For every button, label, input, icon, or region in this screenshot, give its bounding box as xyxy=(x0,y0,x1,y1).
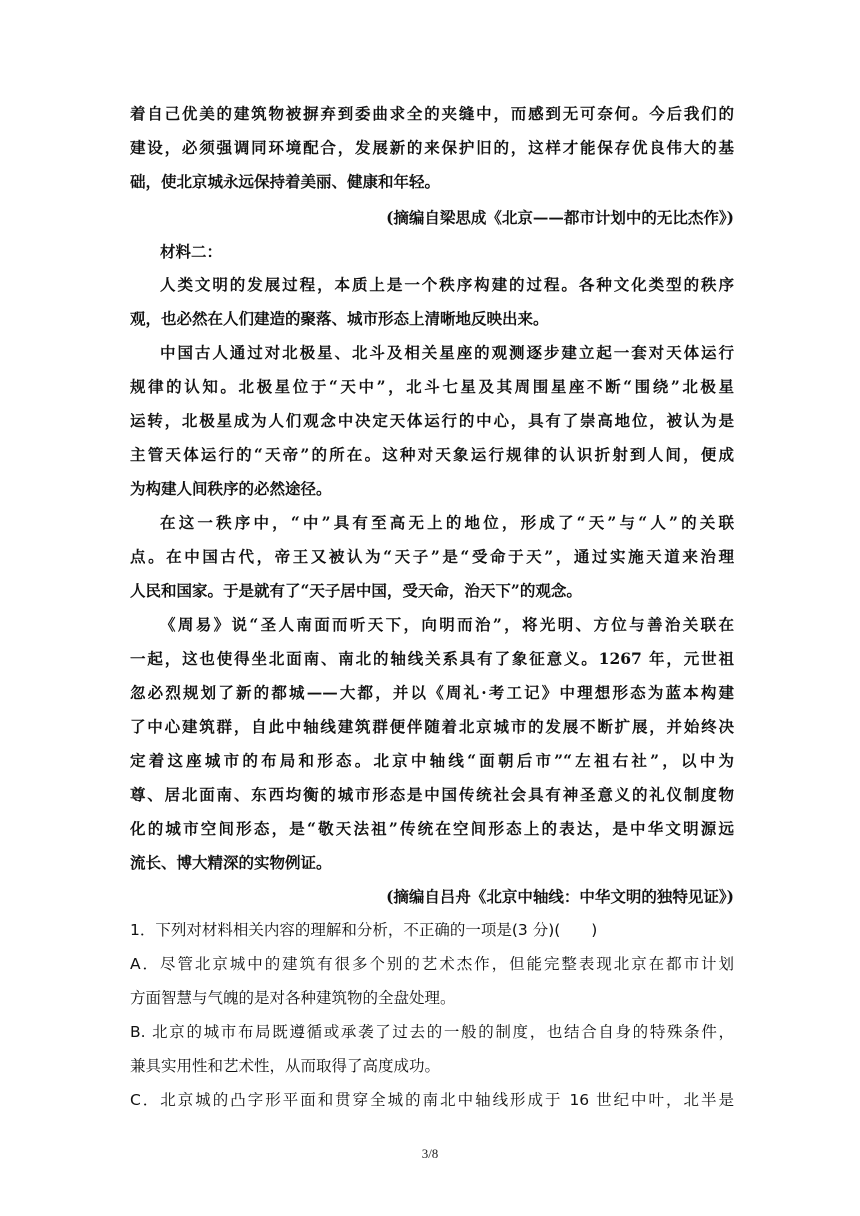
paragraph-line: 化的城市空间形态，是“敬天法祖”传统在空间形态上的表达，是中华文明源远 xyxy=(130,819,734,838)
paragraph-line: 尊、居北面南、东西均衡的城市形态是中国传统社会具有神圣意义的礼仪制度物 xyxy=(130,785,734,804)
option-a: A．尽管北京城中的建筑有很多个别的艺术杰作，但能完整表现北京在都市计划 xyxy=(130,955,734,973)
paragraph-line: 着自己优美的建筑物被摒弃到委曲求全的夹缝中，而感到无可奈何。今后我们的 xyxy=(130,104,734,123)
paragraph-line: 建设，必须强调同环境配合，发展新的来保护旧的，这样才能保存优良伟大的基 xyxy=(130,138,734,157)
paragraph-line: 观，也必然在人们建造的聚落、城市形态上清晰地反映出来。 xyxy=(130,309,549,328)
paragraph-line: 础，使北京城永远保持着美丽、健康和年轻。 xyxy=(130,172,441,191)
source-citation: (摘编自梁思成《北京——都市计划中的无比杰作》) xyxy=(386,208,734,227)
paragraph-line: 中国古人通过对北极星、北斗及相关星座的观测逐步建立起一套对天体运行 xyxy=(160,343,734,362)
paragraph-line: 规律的认知。北极星位于“天中”，北斗七星及其周围星座不断“围绕”北极星 xyxy=(130,377,734,396)
option-a-continued: 方面智慧与气魄的是对各种建筑物的全盘处理。 xyxy=(130,989,456,1007)
question-stem: 1．下列对材料相关内容的理解和分析，不正确的一项是(3 分)( ) xyxy=(130,921,598,939)
option-b: B. 北京的城市布局既遵循或承袭了过去的一般的制度，也结合自身的特殊条件， xyxy=(130,1023,734,1041)
paragraph-line: 主管天体运行的“天帝”的所在。这种对天象运行规律的认识折射到人间，便成 xyxy=(130,445,734,464)
paragraph-line: 运转，北极星成为人们观念中决定天体运行的中心，具有了崇高地位，被认为是 xyxy=(130,411,734,430)
paragraph-line: 定着这座城市的布局和形态。北京中轴线“面朝后市”“左祖右社”，以中为 xyxy=(130,751,734,770)
paragraph-line: 在这一秩序中，“中”具有至高无上的地位，形成了“天”与“人”的关联 xyxy=(160,513,734,532)
paragraph-line: 点。在中国古代，帝王又被认为“天子”是“受命于天”，通过实施天道来治理 xyxy=(130,547,734,566)
paragraph-line: 一起，这也使得坐北面南、南北的轴线关系具有了象征意义。1267 年，元世祖 xyxy=(130,649,734,668)
paragraph-line: 为构建人间秩序的必然途径。 xyxy=(130,479,332,498)
paragraph-line: 忽必烈规划了新的都城——大都，并以《周礼·考工记》中理想形态为蓝本构建 xyxy=(130,683,734,702)
paragraph-line: 流长、博大精深的实物例证。 xyxy=(130,853,332,872)
option-b-continued: 兼具实用性和艺术性，从而取得了高度成功。 xyxy=(130,1057,441,1075)
paragraph-line: 人民和国家。于是就有了“天子居中国，受天命，治天下”的观念。 xyxy=(130,581,582,600)
source-citation: (摘编自吕舟《北京中轴线：中华文明的独特见证》) xyxy=(386,887,734,906)
paragraph-line: 了中心建筑群，自此中轴线建筑群便伴随着北京城市的发展不断扩展，并始终决 xyxy=(130,717,734,736)
paragraph-line: 人类文明的发展过程，本质上是一个秩序构建的过程。各种文化类型的秩序 xyxy=(160,275,734,294)
paragraph-line: 《周易》说“圣人南面而听天下，向明而治”，将光明、方位与善治关联在 xyxy=(160,615,734,634)
material-heading: 材料二： xyxy=(160,243,223,261)
option-c: C．北京城的凸字形平面和贯穿全城的南北中轴线形成于 16 世纪中叶，北半是 xyxy=(130,1091,734,1109)
page-number: 3/8 xyxy=(421,1146,439,1161)
